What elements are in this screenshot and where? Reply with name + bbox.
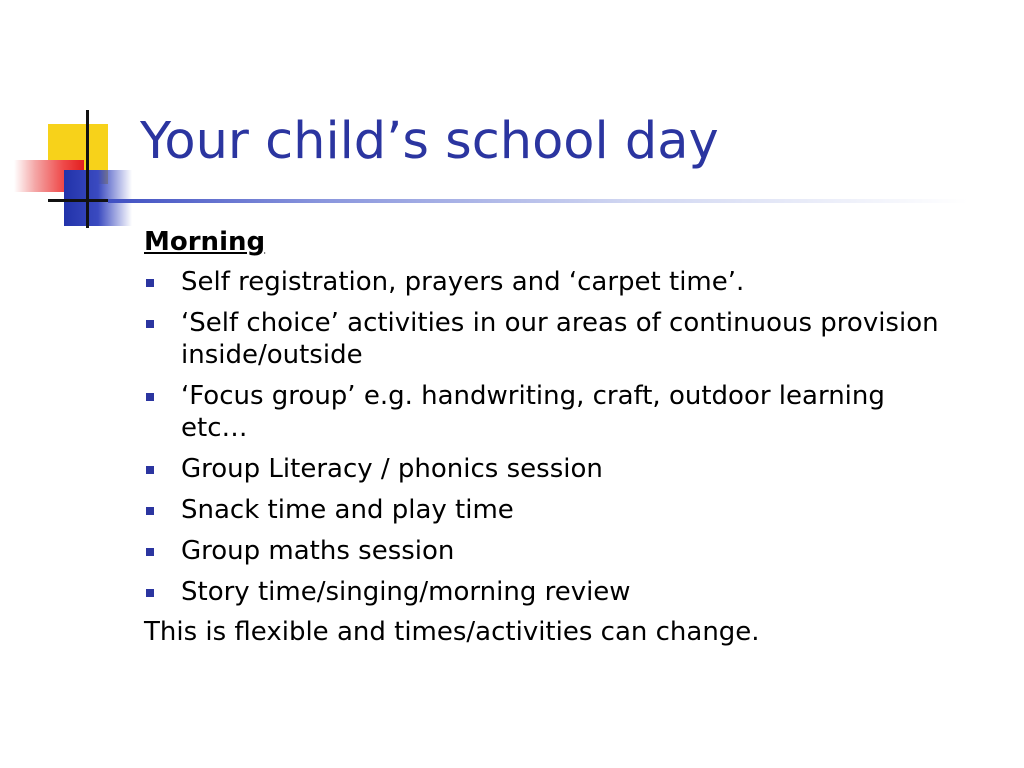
list-item-text: Group maths session: [181, 536, 455, 566]
list-item-text: ‘Focus group’ e.g. handwriting, craft, outdoor learning etc…: [181, 381, 885, 443]
list-item: [144, 535, 944, 567]
list-item-text: Story time/singing/morning review: [181, 577, 631, 607]
list-item-text: Self registration, prayers and ‘carpet time’.: [181, 267, 745, 297]
page-title: Your child’s school day: [140, 112, 719, 171]
square-bullet-icon: [146, 507, 154, 515]
square-bullet-icon: [146, 548, 154, 556]
square-bullet-icon: [146, 320, 154, 328]
section-heading: Morning: [144, 227, 266, 257]
list-item: [144, 453, 944, 485]
footer-note: This is flexible and times/activities can change.: [144, 617, 760, 647]
square-bullet-icon: [146, 279, 154, 287]
square-bullet-icon: [146, 589, 154, 597]
list-item-text: Snack time and play time: [181, 495, 514, 525]
bullet-list: [144, 266, 944, 608]
list-item-text: Group Literacy / phonics session: [181, 454, 603, 484]
list-item: [144, 307, 944, 371]
list-item: [144, 494, 944, 526]
square-bullet-icon: [146, 393, 154, 401]
logo-blue-square: [64, 170, 132, 226]
slide-body: [144, 224, 944, 649]
list-item: [144, 576, 944, 608]
list-item: [144, 380, 944, 444]
logo-squares-icon: [0, 0, 160, 240]
title-underline-rule: [108, 199, 968, 203]
logo-vertical-line: [86, 110, 89, 228]
list-item-text: ‘Self choice’ activities in our areas of continuous provision inside/outside: [181, 308, 939, 370]
square-bullet-icon: [146, 466, 154, 474]
list-item: [144, 266, 944, 298]
